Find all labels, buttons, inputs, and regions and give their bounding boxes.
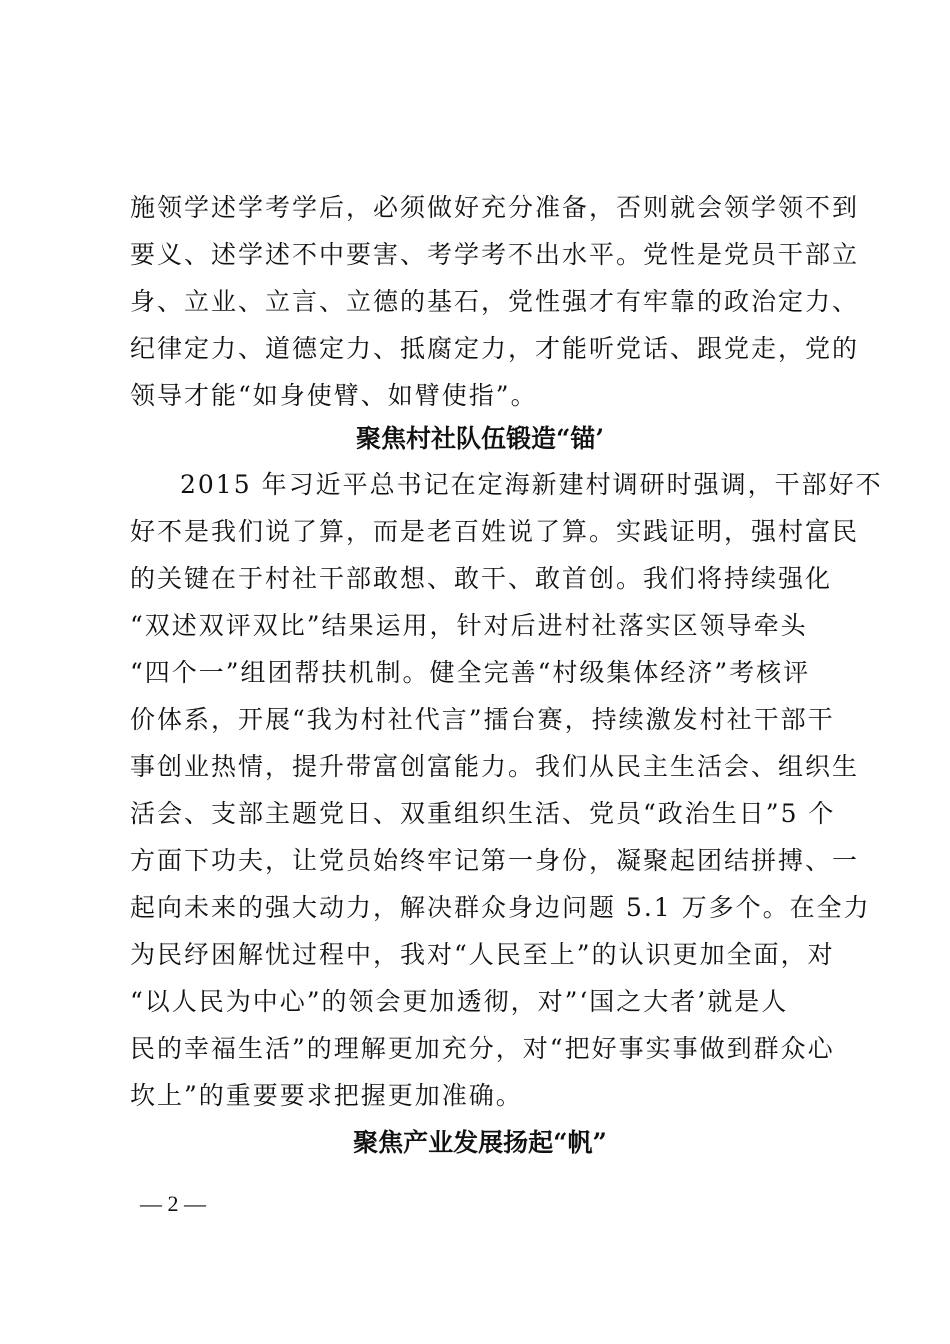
paragraph-2-line-9: 方面下功夫，让党员始终牢记第一身份，凝聚起团结拼搏、一 (130, 846, 860, 875)
section-heading-village-team: 聚焦村社队伍锻造“锚’ (355, 424, 605, 453)
paragraph-2-line-13: 民的幸福生活”的理解更加充分，对“把好事实事做到群众心 (130, 1034, 835, 1063)
paragraph-1-line-4: 纪律定力、道德定力、抵腐定力，才能听党话、跟党走，党的 (130, 334, 860, 363)
paragraph-2-line-3: 的关键在于村社干部敢想、敢干、敢首创。我们将持续强化 (130, 564, 833, 593)
page-number: — 2 — (140, 1191, 206, 1216)
paragraph-1-line-3: 身、立业、立言、立德的基石，党性强才有牢靠的政治定力、 (130, 287, 860, 316)
paragraph-2-line-5: “四个一”组团帮扶机制。健全完善“村级集体经济”考核评 (130, 658, 811, 687)
paragraph-1-line-1: 施领学述学考学后，必须做好充分准备，否则就会领学领不到 (130, 193, 860, 222)
paragraph-2-line-12: “以人民为中心”的领会更加透彻，对”‘国之大者’就是人 (130, 987, 789, 1016)
paragraph-2-line-6: 价体系，开展“我为村社代言”擂台赛，持续激发村社干部干 (130, 705, 835, 734)
paragraph-2-line-7: 事创业热情，提升带富创富能力。我们从民主生活会、组织生 (130, 752, 860, 781)
paragraph-2-line-1: 2015 年习近平总书记在定海新建村调研时强调，干部好不 (180, 470, 883, 499)
paragraph-2-line-10: 起向未来的强大动力，解决群众身边问题 5.1 万多个。在全力 (130, 893, 871, 922)
paragraph-1-line-5: 领导才能“如身使臂、如臂使指”。 (130, 381, 538, 410)
paragraph-2-line-4: “双述双评双比”结果运用，针对后进村社落实区领导牵头 (130, 611, 808, 640)
paragraph-1-line-2: 要义、述学述不中要害、考学考不出水平。党性是党员干部立 (130, 240, 860, 269)
paragraph-2-line-14: 坎上”的重要要求把握更加准确。 (130, 1081, 523, 1110)
paragraph-2-line-8: 活会、支部主题党日、双重组织生活、党员“政治生日”5 个 (130, 799, 836, 828)
paragraph-2-line-11: 为民纾困解忧过程中，我对“人民至上”的认识更加全面，对 (130, 940, 835, 969)
section-heading-industry: 聚焦产业发展扬起“帆” (353, 1128, 607, 1157)
paragraph-2-line-2: 好不是我们说了算，而是老百姓说了算。实践证明，强村富民 (130, 517, 860, 546)
